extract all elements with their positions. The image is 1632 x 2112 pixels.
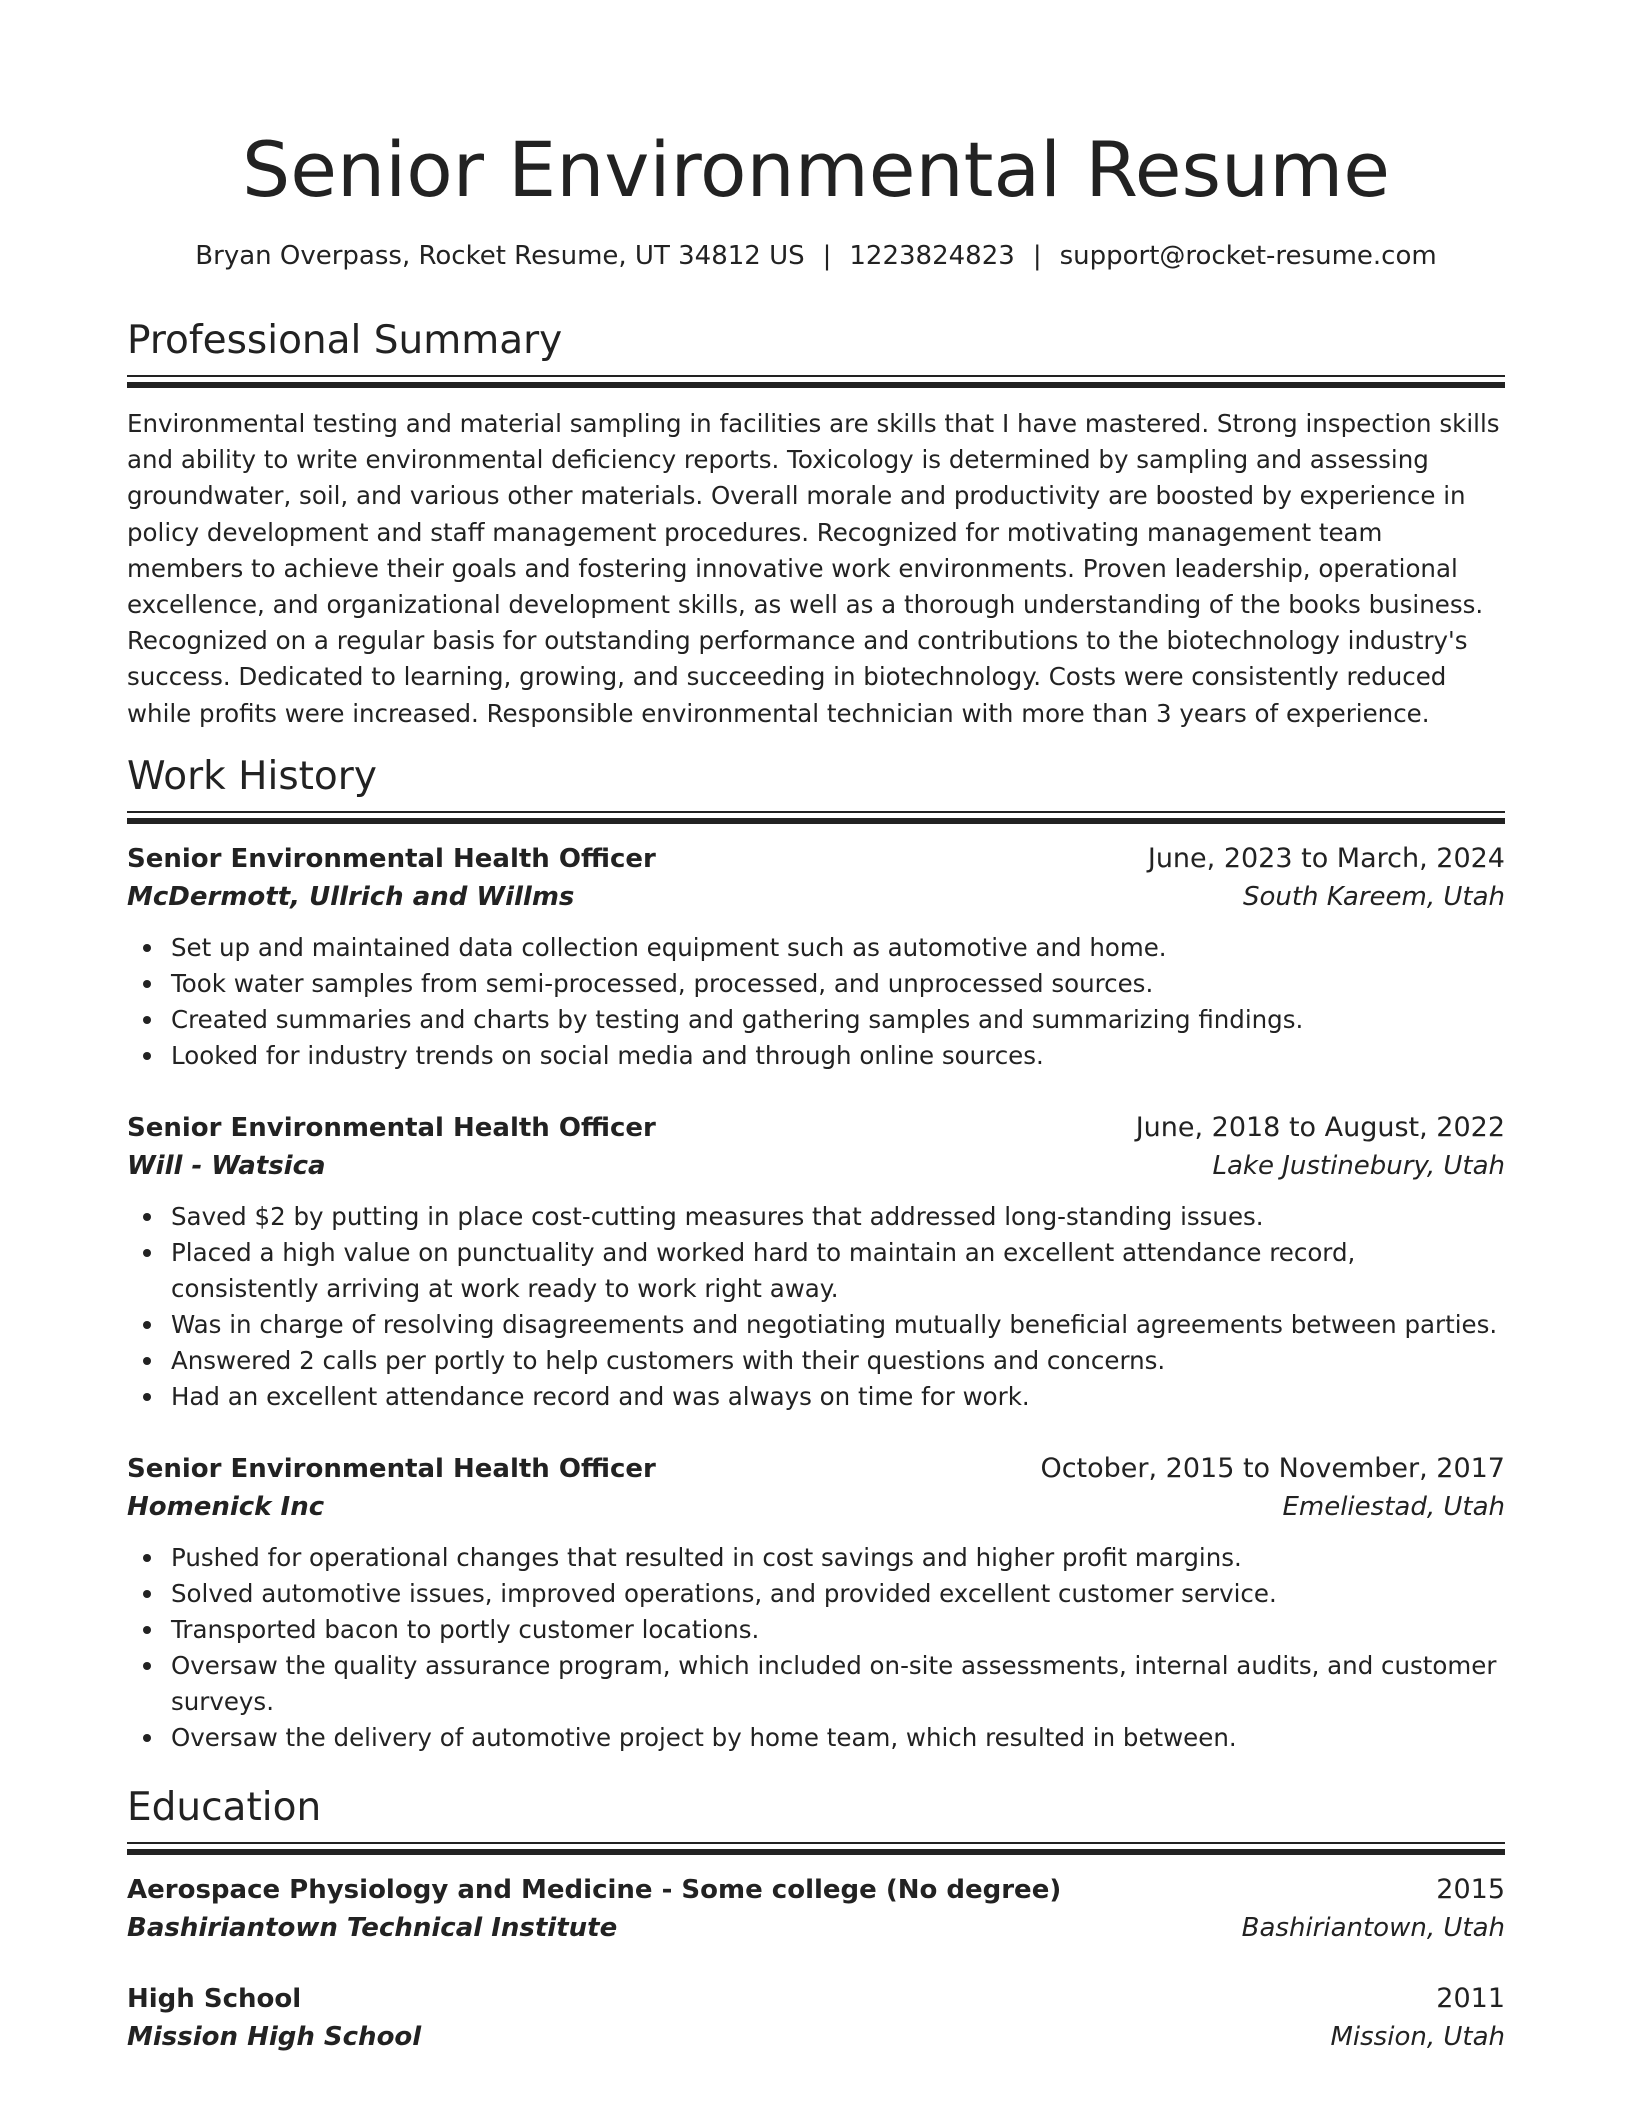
bullet-item: Saved $2 by putting in place cost-cutting measures that addressed long-standing issues. <box>127 1199 1505 1235</box>
education-heading: Education <box>127 1785 322 1830</box>
contact-phone: 1223824823 <box>849 241 1015 271</box>
section-divider <box>127 382 1505 388</box>
bullet-item: Set up and maintained data collection equipment such as automotive and home. <box>127 930 1505 966</box>
summary-heading: Professional Summary <box>127 318 563 363</box>
summary-text: Environmental testing and material sampling in facilities are skills that I have mastered. Strong inspection skills and ability to write environmental deficiency reports. Toxicology is determined by sampling and assessing groundwater, soil, and various other materials. Overall morale and productivity are boosted by experience in policy development and staff management procedures. Recognized for motivating management team members to achieve their goals and fostering innovative work environments. Proven leadership, operational excellence, and organizational development skills, as well as a thorough understanding of the books business. Recognized on a regular basis for outstanding performance and contributions to the biotechnology industry's success. Dedicated to learning, growing, and succeeding in biotechnology. Costs were consistently reduced while profits were increased. Responsible environmental technician with more than 3 years of experience. <box>127 409 1500 728</box>
job-dates: October, 2015 to November, 2017 <box>1040 1453 1505 1484</box>
contact-separator: | <box>822 241 832 271</box>
work-section-header <box>127 754 1505 800</box>
education-entry <box>127 1980 1505 2056</box>
bullet-item: Took water samples from semi-processed, processed, and unprocessed sources. <box>127 966 1505 1002</box>
graduation-year: 2015 <box>1436 1874 1505 1905</box>
contact-line <box>127 240 1505 272</box>
bullet-item: Solved automotive issues, improved operations, and provided excellent customer service. <box>127 1576 1505 1612</box>
education-section-header <box>127 1785 1505 1831</box>
work-entry <box>127 1450 1505 1756</box>
work-heading: Work History <box>127 754 377 799</box>
school-name: Mission High School <box>127 2022 422 2052</box>
contact-separator: | <box>1032 241 1042 271</box>
employer-name: McDermott, Ullrich and Willms <box>127 882 575 912</box>
bullet-item: Oversaw the delivery of automotive project by home team, which resulted in between. <box>127 1720 1505 1756</box>
employer-name: Homenick Inc <box>127 1492 325 1522</box>
graduation-year: 2011 <box>1436 1983 1505 2014</box>
job-location: South Kareem, Utah <box>1242 882 1505 912</box>
bullet-item: Placed a high value on punctuality and worked hard to maintain an excellent attendance record, consistently arriving at work ready to work right away. <box>127 1235 1505 1307</box>
job-location: Lake Justinebury, Utah <box>1212 1151 1505 1181</box>
bullet-item: Oversaw the quality assurance program, which included on-site assessments, internal audits, and customer surveys. <box>127 1648 1505 1720</box>
section-divider <box>127 811 1505 813</box>
bullet-item: Had an excellent attendance record and was always on time for work. <box>127 1379 1505 1415</box>
job-bullets <box>127 930 1505 1074</box>
bullet-item: Created summaries and charts by testing and gathering samples and summarizing findings. <box>127 1002 1505 1038</box>
bullet-item: Transported bacon to portly customer locations. <box>127 1612 1505 1648</box>
job-title: Senior Environmental Health Officer <box>127 1454 656 1484</box>
school-location: Bashiriantown, Utah <box>1241 1913 1505 1943</box>
contact-address: Bryan Overpass, Rocket Resume, UT 34812 US <box>195 241 805 271</box>
work-entry <box>127 840 1505 1074</box>
resume-title: Senior Environmental Resume <box>241 125 1390 214</box>
education-entry <box>127 1871 1505 1947</box>
contact-email: support@rocket-resume.com <box>1059 241 1437 271</box>
degree-name: Aerospace Physiology and Medicine - Some college (No degree) <box>127 1875 1062 1905</box>
bullet-item: Looked for industry trends on social media and through online sources. <box>127 1038 1505 1074</box>
job-bullets <box>127 1199 1505 1415</box>
bullet-item: Answered 2 calls per portly to help customers with their questions and concerns. <box>127 1343 1505 1379</box>
section-divider <box>127 1842 1505 1844</box>
job-title: Senior Environmental Health Officer <box>127 1113 656 1143</box>
bullet-item: Was in charge of resolving disagreements and negotiating mutually beneficial agreements between parties. <box>127 1307 1505 1343</box>
job-dates: June, 2023 to March, 2024 <box>1147 843 1505 874</box>
job-title: Senior Environmental Health Officer <box>127 844 656 874</box>
bullet-item: Pushed for operational changes that resulted in cost savings and higher profit margins. <box>127 1540 1505 1576</box>
school-location: Mission, Utah <box>1330 2022 1505 2052</box>
job-dates: June, 2018 to August, 2022 <box>1135 1112 1505 1143</box>
school-name: Bashiriantown Technical Institute <box>127 1913 618 1943</box>
job-location: Emeliestad, Utah <box>1282 1492 1505 1522</box>
section-divider <box>127 1849 1505 1855</box>
degree-name: High School <box>127 1984 302 2014</box>
work-entry <box>127 1109 1505 1415</box>
summary-section-header <box>127 318 1505 364</box>
employer-name: Will - Watsica <box>127 1151 326 1181</box>
section-divider <box>127 375 1505 377</box>
job-bullets <box>127 1540 1505 1756</box>
section-divider <box>127 818 1505 824</box>
